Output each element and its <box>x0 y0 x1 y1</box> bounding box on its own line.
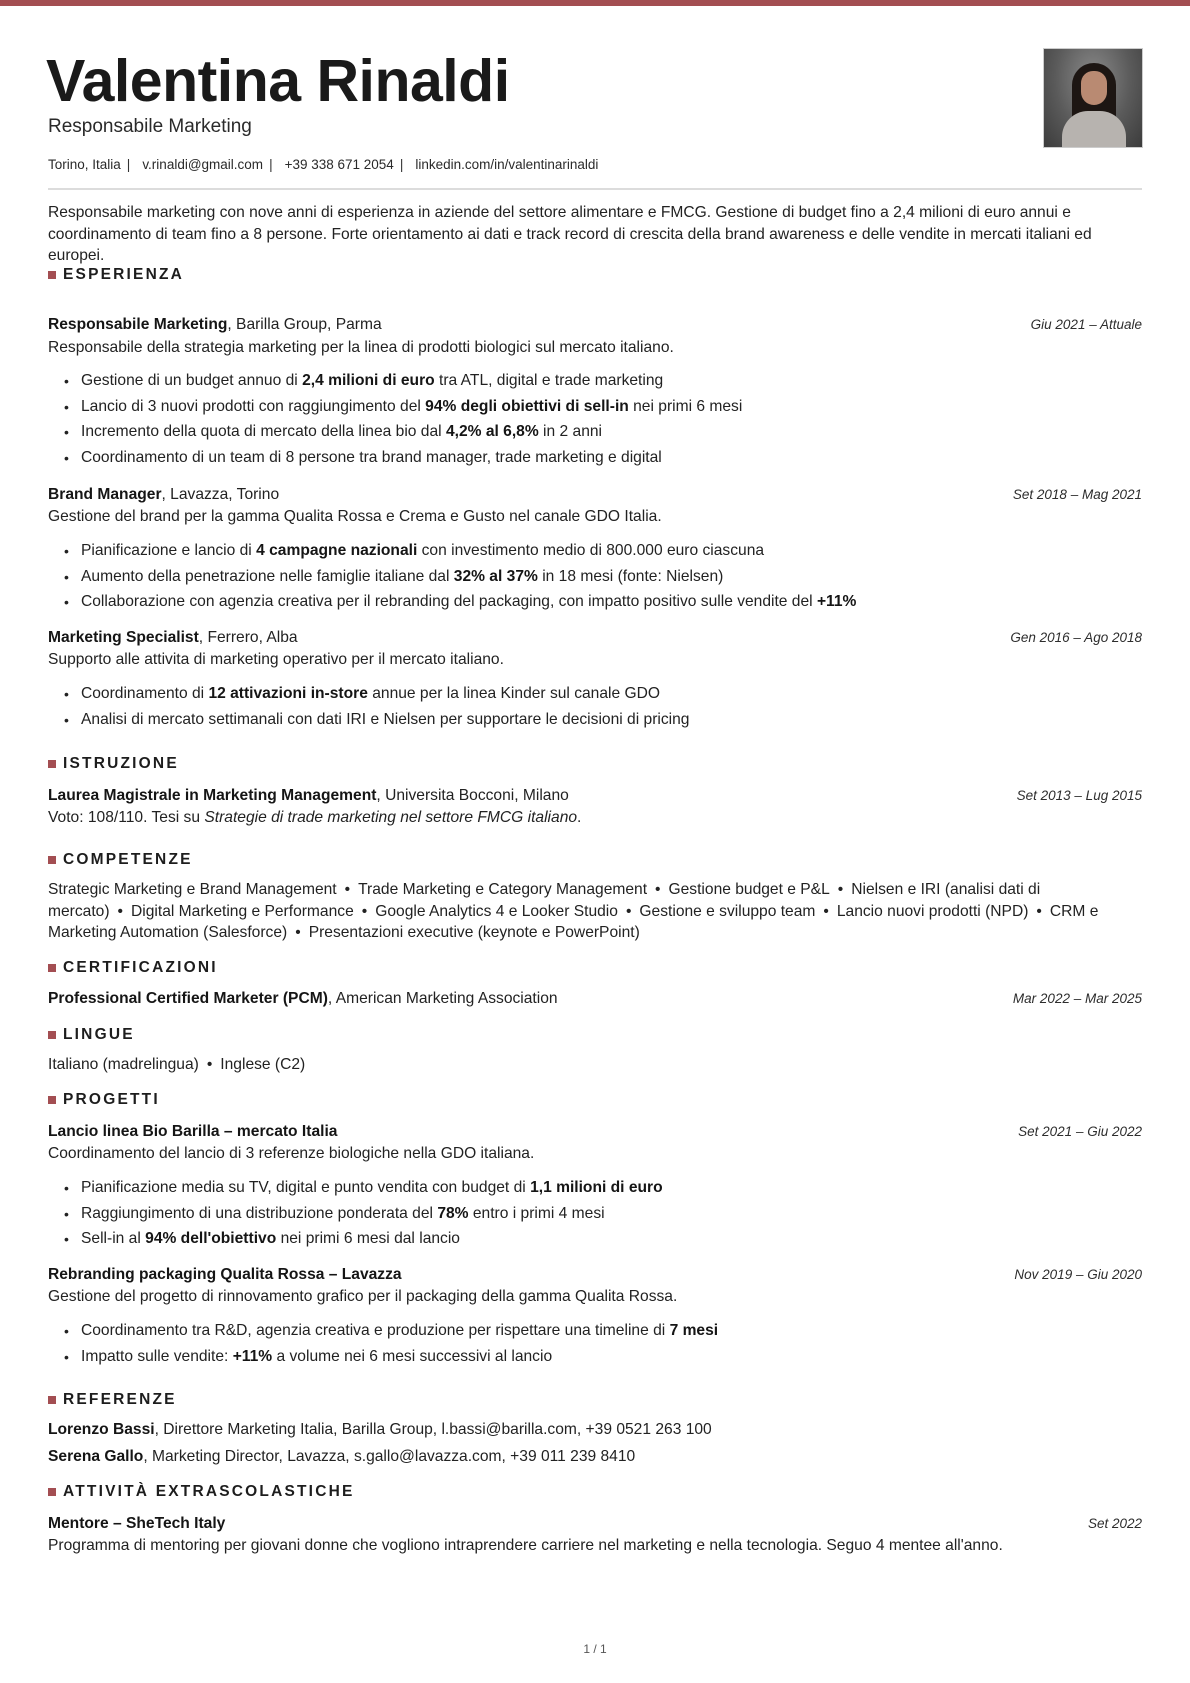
project-description: Gestione del progetto di rinnovamento grafico per il packaging della gamma Qualita Rossa. <box>48 1288 678 1305</box>
section-header-experience <box>48 266 184 284</box>
contact-phone[interactable]: +39 338 671 2054 <box>284 157 394 172</box>
project-date: Set 2021 – Giu 2022 <box>1018 1124 1142 1139</box>
education-degree: Laurea Magistrale in Marketing Management <box>48 787 377 804</box>
job-bullets <box>48 684 1142 735</box>
skill-item: Nielsen e IRI (analisi dati di mercato) <box>48 881 1041 920</box>
section-marker-icon <box>48 964 56 972</box>
section-title: ATTIVITÀ EXTRASCOLASTICHE <box>63 1483 355 1500</box>
contact-separator: | <box>399 157 404 172</box>
job-description: Supporto alle attivita di marketing operativo per il mercato italiano. <box>48 651 504 668</box>
project-heading <box>48 1265 1142 1285</box>
section-marker-icon <box>48 271 56 279</box>
list-item: • Sell-in al 94% dell'obiettivo nei primi 6 mesi dal lancio <box>48 1229 1142 1255</box>
skill-item: Google Analytics 4 e Looker Studio <box>375 902 618 920</box>
section-title: COMPETENZE <box>63 851 193 868</box>
skill-item: Trade Marketing e Category Management <box>358 881 648 898</box>
job-org: , Barilla Group, Parma <box>227 316 382 333</box>
skill-item: Gestione budget e P&L <box>668 881 830 898</box>
job-org: , Lavazza, Torino <box>161 486 280 503</box>
list-item: • Collaborazione con agenzia creativa per il rebranding del packaging, con impatto positivo sulle vendite del +11% <box>48 592 1142 618</box>
project-description: Coordinamento del lancio di 3 referenze biologiche nella GDO italiana. <box>48 1145 535 1162</box>
profile-summary: Responsabile marketing con nove anni di esperienza in aziende del settore alimentare e FMCG. Gestione di budget fino a 2,4 milioni di euro annui e coordinamento di team fino a 8 persone. Forte orientamento ai dati e track record di crescita della brand awareness e delle vendite in mercati italiani ed europei. <box>48 204 1092 264</box>
education-school: , Universita Bocconi, Milano <box>376 787 569 804</box>
job-heading <box>48 485 1142 505</box>
list-item: • Analisi di mercato settimanali con dati IRI e Nielsen per supportare le decisioni di pricing <box>48 710 1142 736</box>
list-item: • Lancio di 3 nuovi prodotti con raggiungimento del 94% degli obiettivi di sell-in nei primi 6 mesi <box>48 397 1142 423</box>
section-title: ESPERIENZA <box>63 266 185 283</box>
profile-photo <box>1043 48 1143 148</box>
section-marker-icon <box>48 856 56 864</box>
project-bullets <box>48 1178 1142 1255</box>
section-header-projects <box>48 1091 160 1109</box>
contact-separator: | <box>269 157 273 172</box>
job-org: , Ferrero, Alba <box>198 629 298 646</box>
skill-item: Presentazioni executive (keynote e PowerPoint) <box>308 924 640 941</box>
skill-item: Lancio nuovi prodotti (NPD) <box>836 902 1029 920</box>
contact-linkedin[interactable]: linkedin.com/in/valentinarinaldi <box>415 157 599 172</box>
job-bullets <box>48 541 1142 618</box>
section-title: REFERENZE <box>63 1391 177 1408</box>
skill-item: Digital Marketing e Performance <box>131 902 354 920</box>
section-marker-icon <box>48 1096 56 1104</box>
list-item: • Gestione di un budget annuo di 2,4 milioni di euro tra ATL, digital e trade marketing <box>48 371 1142 397</box>
list-item: • Coordinamento tra R&D, agenzia creativa e produzione per rispettare una timeline di 7 mesi <box>48 1321 1142 1347</box>
section-title: ISTRUZIONE <box>63 755 179 772</box>
language-item: Italiano (madrelingua) <box>48 1056 199 1073</box>
certification-entry <box>48 989 1142 1009</box>
activity-date: Set 2022 <box>1087 1516 1142 1531</box>
project-name: Lancio linea Bio Barilla – mercato Italia <box>48 1123 338 1140</box>
certification-date: Mar 2022 – Mar 2025 <box>1012 991 1142 1006</box>
job-role: Responsabile Marketing <box>48 316 228 333</box>
section-header-languages <box>48 1026 135 1044</box>
reference-name: Lorenzo Bassi <box>48 1421 155 1438</box>
job-role: Marketing Specialist <box>48 629 199 646</box>
activity-description: Programma di mentoring per giovani donne che vogliono intraprendere carriere nel marketing e nella tecnologia. Seguo 4 mentee all'anno. <box>48 1537 1003 1554</box>
activity-name: Mentore – SheTech Italy <box>48 1515 226 1532</box>
reference-name: Serena Gallo <box>48 1448 144 1465</box>
project-heading <box>48 1122 1142 1142</box>
section-marker-icon <box>48 1488 56 1496</box>
list-item: • Incremento della quota di mercato della linea bio dal 4,2% al 6,8% in 2 anni <box>48 422 1142 448</box>
section-header-skills <box>48 851 193 869</box>
skill-item: Strategic Marketing e Brand Management <box>48 881 337 898</box>
photo-body-shape <box>1062 111 1126 148</box>
education-heading <box>48 786 1142 806</box>
page-number: 1 / 1 <box>583 1642 607 1656</box>
education-details: Voto: 108/110. Tesi su Strategie di trade marketing nel settore FMCG italiano. <box>48 809 582 826</box>
project-bullets <box>48 1321 1142 1372</box>
resume-header <box>48 0 1142 190</box>
candidate-title: Responsabile Marketing <box>48 116 252 137</box>
job-bullets <box>48 371 1142 473</box>
skill-item: CRM e Marketing Automation (Salesforce) <box>48 902 1099 941</box>
thesis-title: Strategie di trade marketing nel settore FMCG italiano <box>204 809 578 826</box>
resume-page <box>46 0 1142 1554</box>
skills-list: Strategic Marketing e Brand Management • Trade Marketing e Category Management • Gestione budget e P&L • Nielsen e IRI (analisi dati di mercato) • Digital Marketing e Performance • Google Analytics 4 e Looker Studio • Gestione e sviluppo team • Lancio nuovi prodotti (NPD) • CRM e Marketing Automation (Salesforce) • Presentazioni executive (keynote e PowerPoint) <box>48 881 1099 941</box>
photo-face-shape <box>1081 71 1107 105</box>
section-title: LINGUE <box>63 1026 135 1043</box>
contact-email[interactable]: v.rinaldi@gmail.com <box>142 157 264 172</box>
list-item: • Aumento della penetrazione nelle famiglie italiane dal 32% al 37% in 18 mesi (fonte: Nielsen) <box>48 567 1142 593</box>
section-header-extracurricular <box>48 1483 355 1501</box>
language-item: Inglese (C2) <box>220 1056 306 1073</box>
job-description: Gestione del brand per la gamma Qualita Rossa e Crema e Gusto nel canale GDO Italia. <box>48 508 662 525</box>
reference-details: , Direttore Marketing Italia, Barilla Group, l.bassi@barilla.com, +39 0521 263 100 <box>154 1421 712 1438</box>
project-date: Nov 2019 – Giu 2020 <box>1014 1267 1142 1282</box>
job-date: Gen 2016 – Ago 2018 <box>1010 630 1142 645</box>
reference-entry <box>48 1447 1142 1467</box>
list-item: • Impatto sulle vendite: +11% a volume nei 6 mesi successivi al lancio <box>48 1347 1142 1373</box>
skill-item: Gestione e sviluppo team <box>639 902 816 920</box>
section-header-education <box>48 755 179 773</box>
list-item: • Raggiungimento di una distribuzione ponderata del 78% entro i primi 4 mesi <box>48 1204 1142 1230</box>
activity-heading <box>48 1514 1142 1534</box>
reference-entry <box>48 1420 1142 1440</box>
section-header-certifications <box>48 959 218 977</box>
reference-details: , Marketing Director, Lavazza, s.gallo@lavazza.com, +39 011 239 8410 <box>143 1448 636 1465</box>
section-marker-icon <box>48 1396 56 1404</box>
certification-issuer: , American Marketing Association <box>327 990 558 1007</box>
list-item: • Coordinamento di un team di 8 persone tra brand manager, trade marketing e digital <box>48 448 1142 474</box>
job-heading <box>48 628 1142 648</box>
list-item: • Pianificazione media su TV, digital e punto vendita con budget di 1,1 milioni di euro <box>48 1178 1142 1204</box>
job-description: Responsabile della strategia marketing per la linea di prodotti biologici sul mercato italiano. <box>48 339 674 356</box>
list-item: • Coordinamento di 12 attivazioni in-store annue per la linea Kinder sul canale GDO <box>48 684 1142 710</box>
job-heading <box>48 315 1142 335</box>
job-date: Giu 2021 – Attuale <box>1030 317 1142 332</box>
header-divider <box>48 188 1142 190</box>
languages-list: Italiano (madrelingua) • Inglese (C2) <box>48 1056 306 1073</box>
section-marker-icon <box>48 1031 56 1039</box>
section-title: CERTIFICAZIONI <box>63 959 218 976</box>
certification-name: Professional Certified Marketer (PCM) <box>48 990 328 1007</box>
contact-location: Torino, Italia <box>48 157 121 172</box>
section-header-references <box>48 1391 177 1409</box>
section-marker-icon <box>48 760 56 768</box>
education-date: Set 2013 – Lug 2015 <box>1016 788 1142 803</box>
project-name: Rebranding packaging Qualita Rossa – Lavazza <box>48 1266 402 1283</box>
job-date: Set 2018 – Mag 2021 <box>1012 487 1142 502</box>
list-item: • Pianificazione e lancio di 4 campagne nazionali con investimento medio di 800.000 euro ciascuna <box>48 541 1142 567</box>
contact-separator: | <box>126 157 131 172</box>
candidate-name: Valentina Rinaldi <box>46 48 510 114</box>
job-role: Brand Manager <box>48 486 162 503</box>
section-title: PROGETTI <box>63 1091 160 1108</box>
contact-bar <box>48 157 598 172</box>
